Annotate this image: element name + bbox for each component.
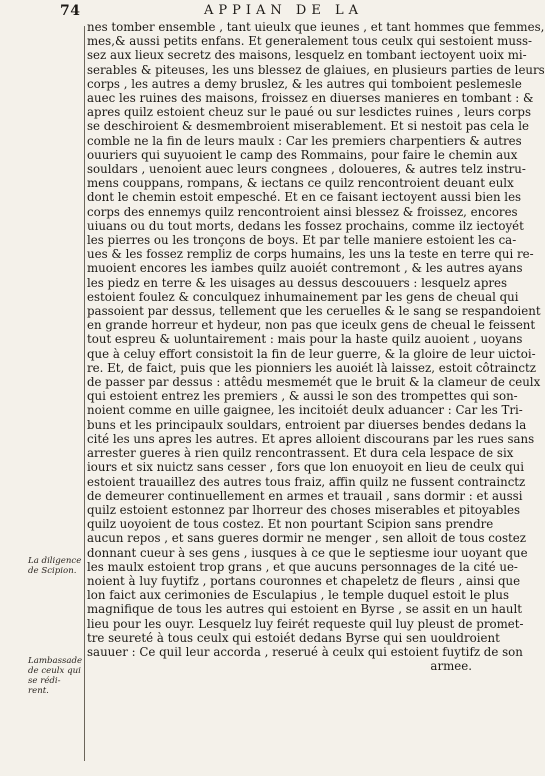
text-line: muoient encores les iambes quilz auoiét contremont , & les autres ayans [87,261,523,276]
text-line: de passer par dessus : attêdu mesmemét que le bruit & la clameur de ceulx [87,375,541,390]
text-line: que à celuy effort consistoit la fin de leur guerre, & la gloire de leur uictoi- [87,346,536,361]
text-line: sauuer : Ce quil leur accorda , reserué à ceulx qui estoient fuytifz de son [87,644,523,659]
text-line: donnant cueur à ses gens , iusques à ce que le septiesme iour uoyant que [87,545,528,560]
text-line: les pierres ou les tronçons de boys. Et par telle maniere estoient les ca- [87,233,517,248]
text-line: comble ne la fin de leurs maulx : Car les premiers charpentiers & autres [87,133,522,148]
text-line: qui estoient entrez les premiers , & aussi le son des trompettes qui son- [87,389,518,404]
text-line: noient à luy fuytifz , portans couronnes et chapeletz de fleurs , ainsi que [87,573,521,588]
text-line: tre seureté à tous ceulx qui estoiét dedans Byrse qui sen uouldroient [87,630,500,645]
text-line: tout espreu & uoluntairement : mais pour la haste quilz auoient , uoyans [87,332,523,347]
text-line: magnifique de tous les autres qui estoient en Byrse , se assit en un hault [87,602,522,617]
text-line: corps , les autres a demy bruslez, & les autres qui tomboient peslemesle [87,76,522,91]
page-number: 74 [60,3,81,19]
text-line: les maulx estoient trop grans , et que aucuns personnages de la cité ue- [87,559,518,574]
text-line: apres quilz estoient cheuz sur le paué ou sur lesdictes ruines , leurs corps [87,105,531,120]
text-line: de demeurer continuellement en armes et trauail , sans dormir : et aussi [87,488,523,503]
text-line: estoient foulez & conculquez inhumainement par les gens de cheual qui [87,289,519,304]
text-line: mes,& aussi petits enfans. Et generalement tous ceulx qui sestoient muss- [87,34,533,49]
text-line: les piedz en terre & les uisages au dessus descouuers : lesquelz apres [87,275,508,290]
running-head: APPIAN DE LA [204,3,363,18]
text-line: buns et les principaulx souldars, entroient par diuerses bendes dedans la [87,417,527,432]
text-line: serables & piteuses, les uns blessez de glaiues, en plusieurs parties de leurs [87,62,545,77]
text-line: noient comme en uille gaignee, les incitoiét deulx aduancer : Car les Tri- [87,403,523,418]
text-line: sez aux lieux secretz des maisons, lesquelz en tombant iectoyent uoix mi- [87,48,527,63]
text-line: re. Et, de faict, puis que les pionniers les auoiét là laissez, estoit côtrainctz [87,360,536,375]
text-line: lon faict aux cerimonies de Esculapius , le temple duquel estoit le plus [87,588,510,603]
text-line: aucun repos , et sans gueres dormir ne menger , sen alloit de tous costez [87,531,526,546]
text-line: dont le chemin estoit empesché. Et en ce faisant iectoyent aussi bien les [87,190,522,205]
text-line: quilz uoyoient de tous costez. Et non pourtant Scipion sans prendre [87,517,494,532]
text-line: arrester gueres à rien quilz rencontrassent. Et dura cela lespace de six [87,446,514,461]
text-line: armee. [430,659,472,674]
body-text [87,20,545,674]
text-line: mens couppans, rompans, & iectans ce quilz rencontroient deuant eulx [87,176,514,191]
side-note-diligence: La diligence de Scipion. [28,556,82,576]
side-note-embassy: Lambassade de ceulx qui se rédi- rent. [28,656,83,696]
text-line: quilz estoient estonnez par lhorreur des choses miserables et pitoyables [87,502,521,517]
text-line: cité les uns apres les autres. Et apres alloient discourans par les rues sans [87,431,535,446]
text-line: en grande horreur et hydeur, non pas que iceulx gens de cheual le feissent [87,318,536,333]
text-line: estoient trauaillez des autres tous fraiz, affin quilz ne fussent contrainctz [87,474,526,489]
margin-rule [84,26,85,761]
text-line: ouuriers qui suyuoient le camp des Rommains, pour faire le chemin aux [87,147,518,162]
text-line: ues & les fossez rempliz de corps humains, les uns la teste en terre qui re- [87,247,534,262]
text-line: se deschiroient & desmembroient miserablement. Et si nestoit pas cela le [87,119,529,134]
text-line: corps des ennemys quilz rencontroient ainsi blessez & froissez, encores [87,204,518,219]
text-line: uiuans ou du tout morts, dedans les fossez prochains, comme ilz iectoyét [87,218,524,233]
text-line: souldars , uenoient auec leurs congnees , doloueres, & autres telz instru- [87,162,526,177]
text-line: auec les ruines des maisons, froissez en diuerses manieres en tombant : & [87,91,534,106]
text-line: iours et six nuictz sans cesser , fors que lon enuoyoit en lieu de ceulx qui [87,460,525,475]
text-line: nes tomber ensemble , tant uieulx que ieunes , et tant hommes que femmes, [87,20,545,34]
text-line: lieu pour les ouyr. Lesquelz luy feirét requeste quil luy pleust de promet- [87,616,524,631]
text-line: passoient par dessus, tellement que les ceruelles & le sang se respandoient [87,304,541,319]
